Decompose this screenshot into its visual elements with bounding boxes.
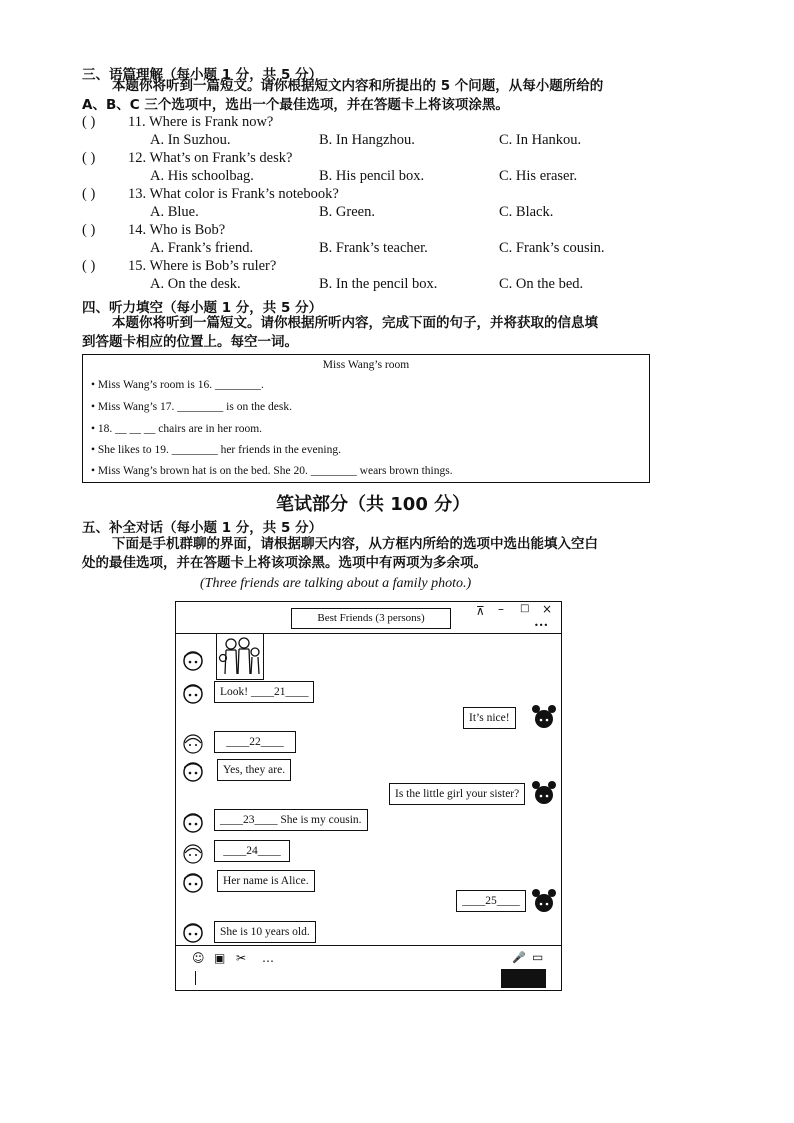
written-part-title: 笔试部分（共 100 分）	[276, 494, 471, 515]
box-line: • Miss Wang’s brown hat is on the bed. She 20. ________ wears brown things.	[91, 465, 453, 477]
chat-bubble-icon[interactable]: …	[262, 951, 274, 965]
fill-in-box	[82, 354, 650, 483]
chat-bubble: Look! ____21____	[214, 681, 314, 703]
chat-bubble: It’s nice!	[463, 707, 516, 729]
section5-instruction-1: 下面是手机群聊的界面，请根据聊天内容，从方框内所给的选项中选出能填入空白	[112, 536, 598, 552]
section5-heading: 五、补全对话（每小题 1 分，共 5 分）	[82, 520, 323, 536]
chat-bubble: She is 10 years old.	[214, 921, 316, 943]
boy-avatar-icon	[182, 649, 204, 671]
option-b: B. Frank’s teacher.	[319, 240, 428, 256]
question-text: 11. Where is Frank now?	[128, 114, 274, 130]
option-b: B. In Hangzhou.	[319, 132, 415, 148]
boy-avatar-icon	[182, 811, 204, 833]
girl-outline-avatar-icon	[182, 733, 204, 755]
section3-heading: 三、语篇理解（每小题 1 分，共 5 分）	[82, 67, 323, 83]
chat-window	[175, 601, 562, 991]
box-title: Miss Wang’s room	[322, 359, 410, 371]
girl-avatar-icon	[531, 704, 553, 726]
question-text: 13. What color is Frank’s notebook?	[128, 186, 339, 202]
maximize-icon[interactable]: □	[520, 603, 530, 614]
option-a: A. His schoolbag.	[150, 168, 254, 184]
chat-bubble: ____25____	[456, 890, 526, 912]
section4-heading: 四、听力填空（每小题 1 分，共 5 分）	[82, 300, 323, 316]
section4-instruction-1: 本题你将听到一篇短文。请你根据所听内容，完成下面的句子，并将获取的信息填	[112, 315, 598, 331]
option-b: B. His pencil box.	[319, 168, 425, 184]
text-cursor[interactable]	[195, 971, 196, 985]
section3-instruction-2: A、B、C 三个选项中，选出一个最佳选项，并在答题卡上将该项涂黑。	[82, 97, 509, 113]
option-c: C. In Hankou.	[499, 132, 582, 148]
option-c: C. On the bed.	[499, 276, 584, 292]
emoji-icon[interactable]: ☺	[192, 951, 205, 965]
question-text: 14. Who is Bob?	[128, 222, 226, 238]
video-icon[interactable]: ▭	[532, 950, 544, 964]
chat-bubble: ____23____ She is my cousin.	[214, 809, 368, 831]
scissors-icon[interactable]: ✂	[236, 951, 247, 965]
section3-instruction-1: 本题你将听到一篇短文。请你根据短文内容和所提出的 5 个问题，从每小题所给的	[112, 78, 604, 94]
boy-avatar-icon	[182, 871, 204, 893]
box-line: • 18. __ __ __ chairs are in her room.	[91, 423, 263, 435]
answer-bracket: ( )	[82, 150, 96, 166]
chat-title: Best Friends (3 persons)	[291, 608, 451, 629]
chat-bubble: ____22____	[214, 731, 296, 753]
minimize-icon[interactable]: –	[498, 602, 504, 616]
boy-avatar-icon	[182, 921, 204, 943]
answer-bracket: ( )	[82, 114, 96, 130]
folder-icon[interactable]: ▣	[214, 951, 226, 965]
pin-icon[interactable]: ⊼	[476, 604, 485, 618]
box-line: • Miss Wang’s room is 16. ________.	[91, 379, 264, 391]
answer-bracket: ( )	[82, 222, 96, 238]
option-a: A. Blue.	[150, 204, 199, 220]
more-icon[interactable]: •••	[534, 621, 549, 630]
boy-avatar-icon	[182, 760, 204, 782]
input-divider	[176, 945, 561, 946]
box-line: • She likes to 19. ________ her friends in the evening.	[91, 444, 341, 456]
option-a: A. In Suzhou.	[150, 132, 231, 148]
send-button[interactable]	[501, 969, 546, 988]
option-c: C. His eraser.	[499, 168, 578, 184]
chat-bubble: Yes, they are.	[217, 759, 291, 781]
question-text: 12. What’s on Frank’s desk?	[128, 150, 293, 166]
option-c: C. Frank’s cousin.	[499, 240, 605, 256]
option-b: B. In the pencil box.	[319, 276, 438, 292]
box-line: • Miss Wang’s 17. ________ is on the desk.	[91, 401, 292, 413]
microphone-icon[interactable]: 🎤	[512, 951, 526, 964]
option-b: B. Green.	[319, 204, 375, 220]
answer-bracket: ( )	[82, 258, 96, 274]
boy-avatar-icon	[182, 682, 204, 704]
section5-instruction-2: 处的最佳选项，并在答题卡上将该项涂黑。选项中有两项为多余项。	[82, 555, 487, 571]
girl-avatar-icon	[531, 780, 553, 802]
question-text: 15. Where is Bob’s ruler?	[128, 258, 277, 274]
girl-outline-avatar-icon	[182, 843, 204, 865]
option-a: A. Frank’s friend.	[150, 240, 254, 256]
close-icon[interactable]: ×	[542, 602, 553, 616]
chat-bubble: ____24____	[214, 840, 290, 862]
option-c: C. Black.	[499, 204, 554, 220]
family-photo[interactable]	[216, 633, 264, 680]
answer-bracket: ( )	[82, 186, 96, 202]
chat-bubble: Is the little girl your sister?	[389, 783, 525, 805]
girl-avatar-icon	[531, 888, 553, 910]
option-a: A. On the desk.	[150, 276, 241, 292]
scene-description: (Three friends are talking about a family photo.)	[200, 576, 472, 591]
chat-bubble: Her name is Alice.	[217, 870, 315, 892]
section4-instruction-2: 到答题卡相应的位置上。每空一词。	[82, 334, 298, 350]
